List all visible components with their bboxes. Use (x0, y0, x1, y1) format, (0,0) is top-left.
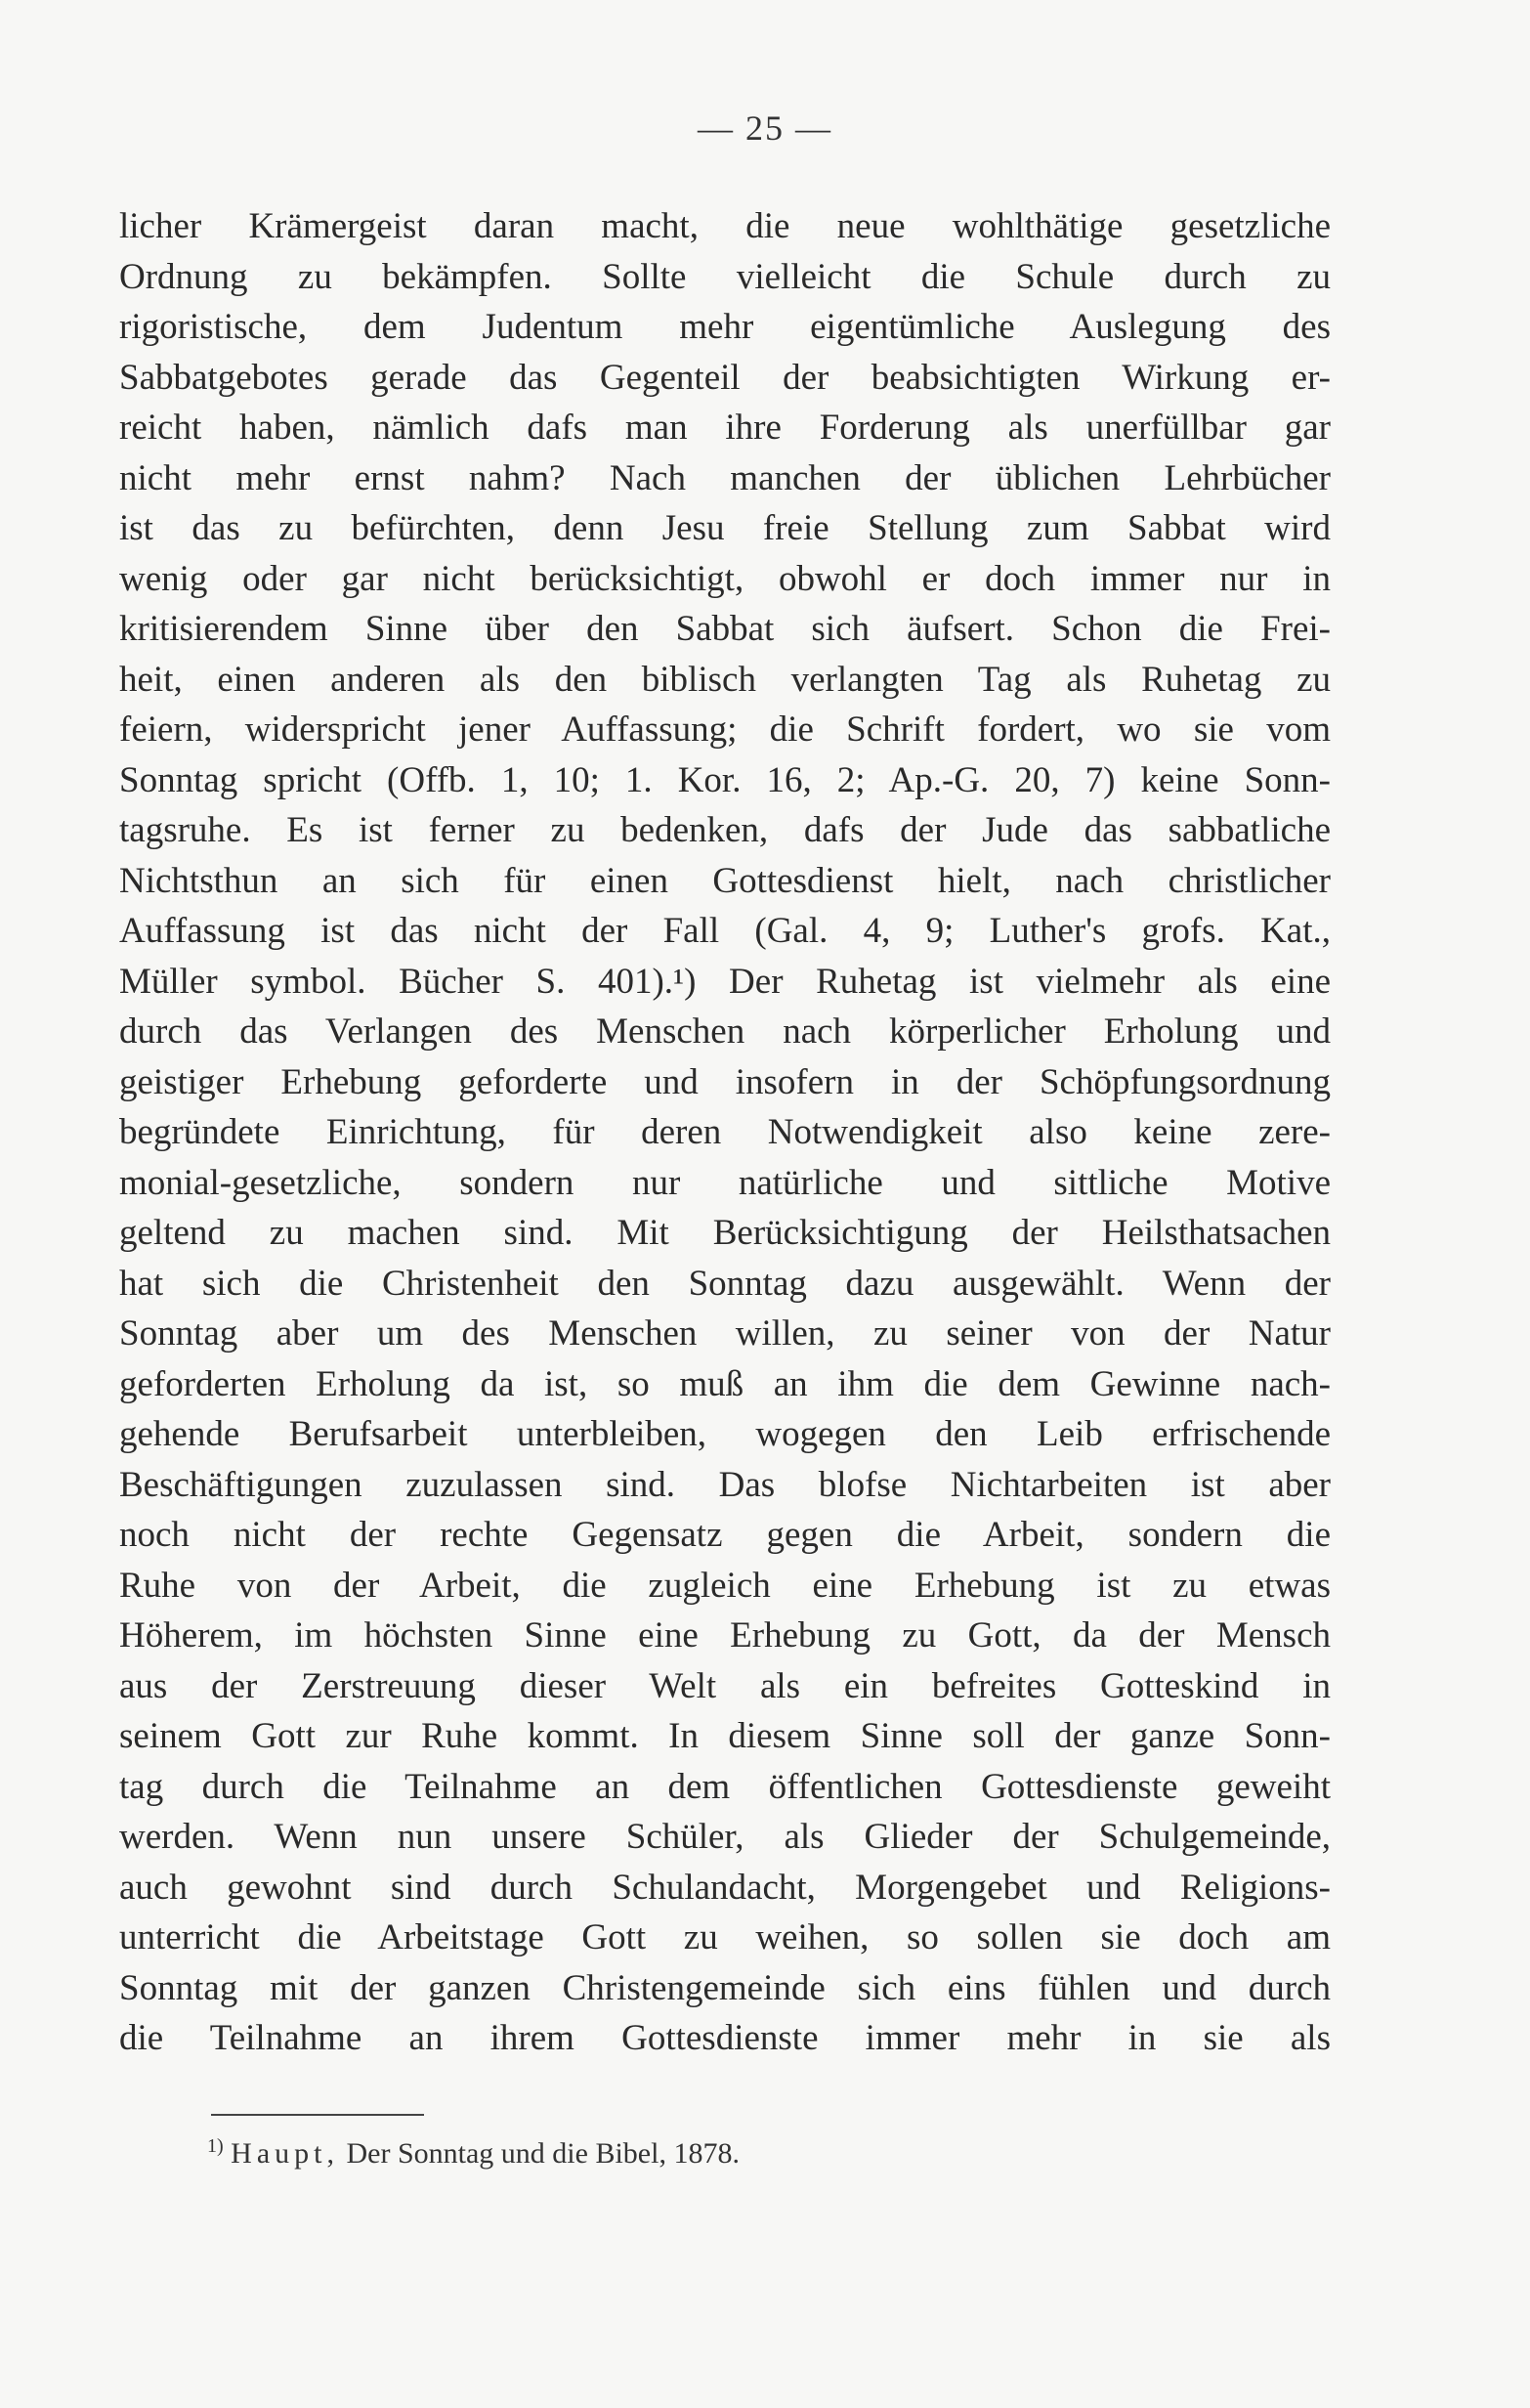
text-line: gehende Berufsarbeit unterbleiben, wogegen den Leib erfrischende (119, 1414, 1331, 1454)
footnote (207, 2132, 740, 2175)
text-line: ist das zu befürchten, denn Jesu freie Stellung zum Sabbat wird (119, 508, 1331, 548)
footnote-marker: 1) (207, 2135, 224, 2157)
text-line: Beschäftigungen zuzulassen sind. Das blofse Nichtarbeiten ist aber (119, 1464, 1331, 1505)
text-line: Sonntag spricht (Offb. 1, 10; 1. Kor. 16, 2; Ap.-G. 20, 7) keine Sonn- (119, 759, 1331, 800)
text-line: hat sich die Christenheit den Sonntag dazu ausgewählt. Wenn der (119, 1263, 1331, 1304)
text-line: geltend zu machen sind. Mit Berücksichtigung der Heilsthatsachen (119, 1213, 1331, 1253)
footnote-author: Haupt, (231, 2137, 339, 2170)
text-line: Nichtsthun an sich für einen Gottesdienst hielt, nach christlicher (119, 860, 1331, 901)
text-line: Sonntag aber um des Menschen willen, zu seiner von der Natur (119, 1313, 1331, 1354)
footnote-divider (211, 2114, 424, 2116)
text-line: Müller symbol. Bücher S. 401).¹) Der Ruhetag ist vielmehr als eine (119, 961, 1331, 1002)
text-line: noch nicht der rechte Gegensatz gegen die Arbeit, sondern die (119, 1515, 1331, 1555)
text-line: Auffassung ist das nicht der Fall (Gal. 4, 9; Luther's grofs. Kat., (119, 911, 1331, 951)
text-line: reicht haben, nämlich dafs man ihre Forderung als unerfüllbar gar (119, 408, 1331, 448)
body-text (119, 201, 1331, 2064)
text-line: feiern, widerspricht jener Auffassung; die Schrift fordert, wo sie vom (119, 710, 1331, 750)
text-line: Höherem, im höchsten Sinne eine Erhebung zu Gott, da der Mensch (119, 1615, 1331, 1656)
text-line: heit, einen anderen als den biblisch verlangten Tag als Ruhetag zu (119, 659, 1331, 700)
text-line: unterricht die Arbeitstage Gott zu weihen, so sollen sie doch am (119, 1917, 1331, 1957)
text-line: werden. Wenn nun unsere Schüler, als Glieder der Schulgemeinde, (119, 1817, 1331, 1857)
text-line: aus der Zerstreuung dieser Welt als ein befreites Gotteskind in (119, 1665, 1331, 1706)
text-line: begründete Einrichtung, für deren Notwendigkeit also keine zere- (119, 1112, 1331, 1152)
text-line: licher Krämergeist daran macht, die neue wohlthätige gesetzliche (119, 206, 1331, 246)
text-line: geforderten Erholung da ist, so muß an ihm die dem Gewinne nach- (119, 1363, 1331, 1404)
footnote-text: Der Sonntag und die Bibel, 1878. (346, 2137, 740, 2170)
text-line: rigoristische, dem Judentum mehr eigentümliche Auslegung des (119, 307, 1331, 347)
text-line: die Teilnahme an ihrem Gottesdienste immer mehr in sie als (119, 2018, 1331, 2058)
text-line: wenig oder gar nicht berücksichtigt, obwohl er doch immer nur in (119, 558, 1331, 599)
page-number: — 25 — (698, 108, 832, 148)
text-line: kritisierendem Sinne über den Sabbat sich äufsert. Schon die Frei- (119, 609, 1331, 649)
text-line: auch gewohnt sind durch Schulandacht, Morgengebet und Religions- (119, 1867, 1331, 1908)
text-line: Ordnung zu bekämpfen. Sollte vielleicht die Schule durch zu (119, 256, 1331, 297)
text-line: nicht mehr ernst nahm? Nach manchen der üblichen Lehrbücher (119, 457, 1331, 498)
text-line: tagsruhe. Es ist ferner zu bedenken, dafs der Jude das sabbatliche (119, 810, 1331, 850)
text-line: durch das Verlangen des Menschen nach körperlicher Erholung und (119, 1011, 1331, 1052)
text-line: seinem Gott zur Ruhe kommt. In diesem Sinne soll der ganze Sonn- (119, 1716, 1331, 1756)
text-line: Sabbatgebotes gerade das Gegenteil der beabsichtigten Wirkung er- (119, 357, 1331, 398)
text-line: monial-gesetzliche, sondern nur natürliche und sittliche Motive (119, 1162, 1331, 1203)
text-line: geistiger Erhebung geforderte und insofern in der Schöpfungsordnung (119, 1061, 1331, 1102)
text-line: Ruhe von der Arbeit, die zugleich eine Erhebung ist zu etwas (119, 1565, 1331, 1606)
text-line: tag durch die Teilnahme an dem öffentlichen Gottesdienste geweiht (119, 1766, 1331, 1807)
text-line: Sonntag mit der ganzen Christengemeinde sich eins fühlen und durch (119, 1967, 1331, 2008)
